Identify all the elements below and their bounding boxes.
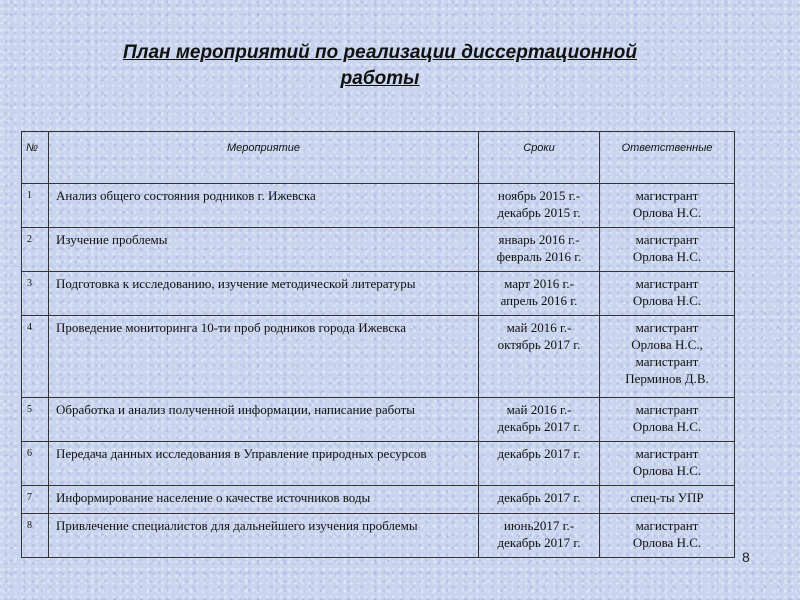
row-term-cell: [479, 316, 600, 398]
term-line: май 2016 г.-: [506, 320, 572, 335]
term-line: декабрь 2017 г.: [497, 535, 581, 550]
row-resp-cell: [600, 272, 735, 316]
row-event-cell: Обработка и анализ полученной информации, написание работы: [49, 398, 479, 442]
page-title-line-1: План мероприятий по реализации диссертационной: [123, 42, 637, 63]
table-row: [22, 316, 735, 398]
row-event-cell: Информирование население о качестве источников воды: [49, 486, 479, 514]
table-row: [22, 514, 735, 558]
row-num-cell: 1: [22, 184, 49, 228]
table-row: [22, 272, 735, 316]
row-event-cell: Подготовка к исследованию, изучение методической литературы: [49, 272, 479, 316]
resp-line: магистрант: [635, 354, 699, 369]
table-row: [22, 228, 735, 272]
table-row: [22, 184, 735, 228]
events-table: [21, 131, 735, 558]
resp-line: спец-ты УПР: [630, 490, 704, 505]
resp-line: магистрант: [635, 276, 699, 291]
term-line: март 2016 г.-: [504, 276, 574, 291]
term-line: октябрь 2017 г.: [497, 337, 581, 352]
resp-line: магистрант: [635, 446, 699, 461]
term-line: май 2016 г.-: [506, 402, 572, 417]
resp-line: магистрант: [635, 320, 699, 335]
resp-line: магистрант: [635, 232, 699, 247]
term-line: декабрь 2017 г.: [497, 419, 581, 434]
row-term-cell: [479, 486, 600, 514]
row-term-cell: [479, 272, 600, 316]
resp-line: Орлова Н.С.: [632, 205, 702, 220]
term-line: декабрь 2017 г.: [497, 446, 581, 461]
resp-line: Орлова Н.С.: [632, 293, 702, 308]
row-num-cell: 4: [22, 316, 49, 398]
row-num-cell: 7: [22, 486, 49, 514]
page-title: [40, 40, 720, 92]
row-term-cell: [479, 184, 600, 228]
term-line: апрель 2016 г.: [500, 293, 578, 308]
resp-line: Перминов Д.В.: [625, 371, 709, 386]
row-num-cell: 3: [22, 272, 49, 316]
row-resp-cell: [600, 228, 735, 272]
row-term-cell: [479, 514, 600, 558]
resp-line: Орлова Н.С.,: [631, 337, 703, 352]
resp-line: магистрант: [635, 518, 699, 533]
resp-line: магистрант: [635, 402, 699, 417]
row-event-cell: Изучение проблемы: [49, 228, 479, 272]
resp-line: Орлова Н.С.: [632, 463, 702, 478]
header-term: Сроки: [479, 132, 600, 184]
header-event: Мероприятие: [49, 132, 479, 184]
resp-line: Орлова Н.С.: [632, 419, 702, 434]
table-row: [22, 398, 735, 442]
term-line: июнь2017 г.-: [503, 518, 575, 533]
term-line: январь 2016 г.-: [498, 232, 580, 247]
row-num-cell: 2: [22, 228, 49, 272]
row-resp-cell: [600, 316, 735, 398]
row-resp-cell: [600, 184, 735, 228]
table-row: [22, 486, 735, 514]
row-event-cell: Привлечение специалистов для дальнейшего изучения проблемы: [49, 514, 479, 558]
header-resp: Ответственные: [600, 132, 735, 184]
row-term-cell: [479, 442, 600, 486]
row-num-cell: 5: [22, 398, 49, 442]
row-term-cell: [479, 398, 600, 442]
row-resp-cell: [600, 514, 735, 558]
row-event-cell: Передача данных исследования в Управление природных ресурсов: [49, 442, 479, 486]
term-line: декабрь 2017 г.: [497, 490, 581, 505]
header-num: №: [22, 132, 49, 184]
row-event-cell: Анализ общего состояния родников г. Ижевска: [49, 184, 479, 228]
row-resp-cell: [600, 486, 735, 514]
resp-line: магистрант: [635, 188, 699, 203]
row-term-cell: [479, 228, 600, 272]
row-resp-cell: [600, 442, 735, 486]
row-resp-cell: [600, 398, 735, 442]
row-event-cell: Проведение мониторинга 10-ти проб родников города Ижевска: [49, 316, 479, 398]
term-line: февраль 2016 г.: [496, 249, 582, 264]
table-header-row: [22, 132, 735, 184]
table-row: [22, 442, 735, 486]
table-body: [22, 184, 735, 558]
page-title-line-2: работы: [340, 68, 420, 89]
row-num-cell: 8: [22, 514, 49, 558]
resp-line: Орлова Н.С.: [632, 249, 702, 264]
row-num-cell: 6: [22, 442, 49, 486]
term-line: декабрь 2015 г.: [497, 205, 581, 220]
term-line: ноябрь 2015 г.-: [497, 188, 581, 203]
page-number: 8: [742, 549, 750, 565]
resp-line: Орлова Н.С.: [632, 535, 702, 550]
